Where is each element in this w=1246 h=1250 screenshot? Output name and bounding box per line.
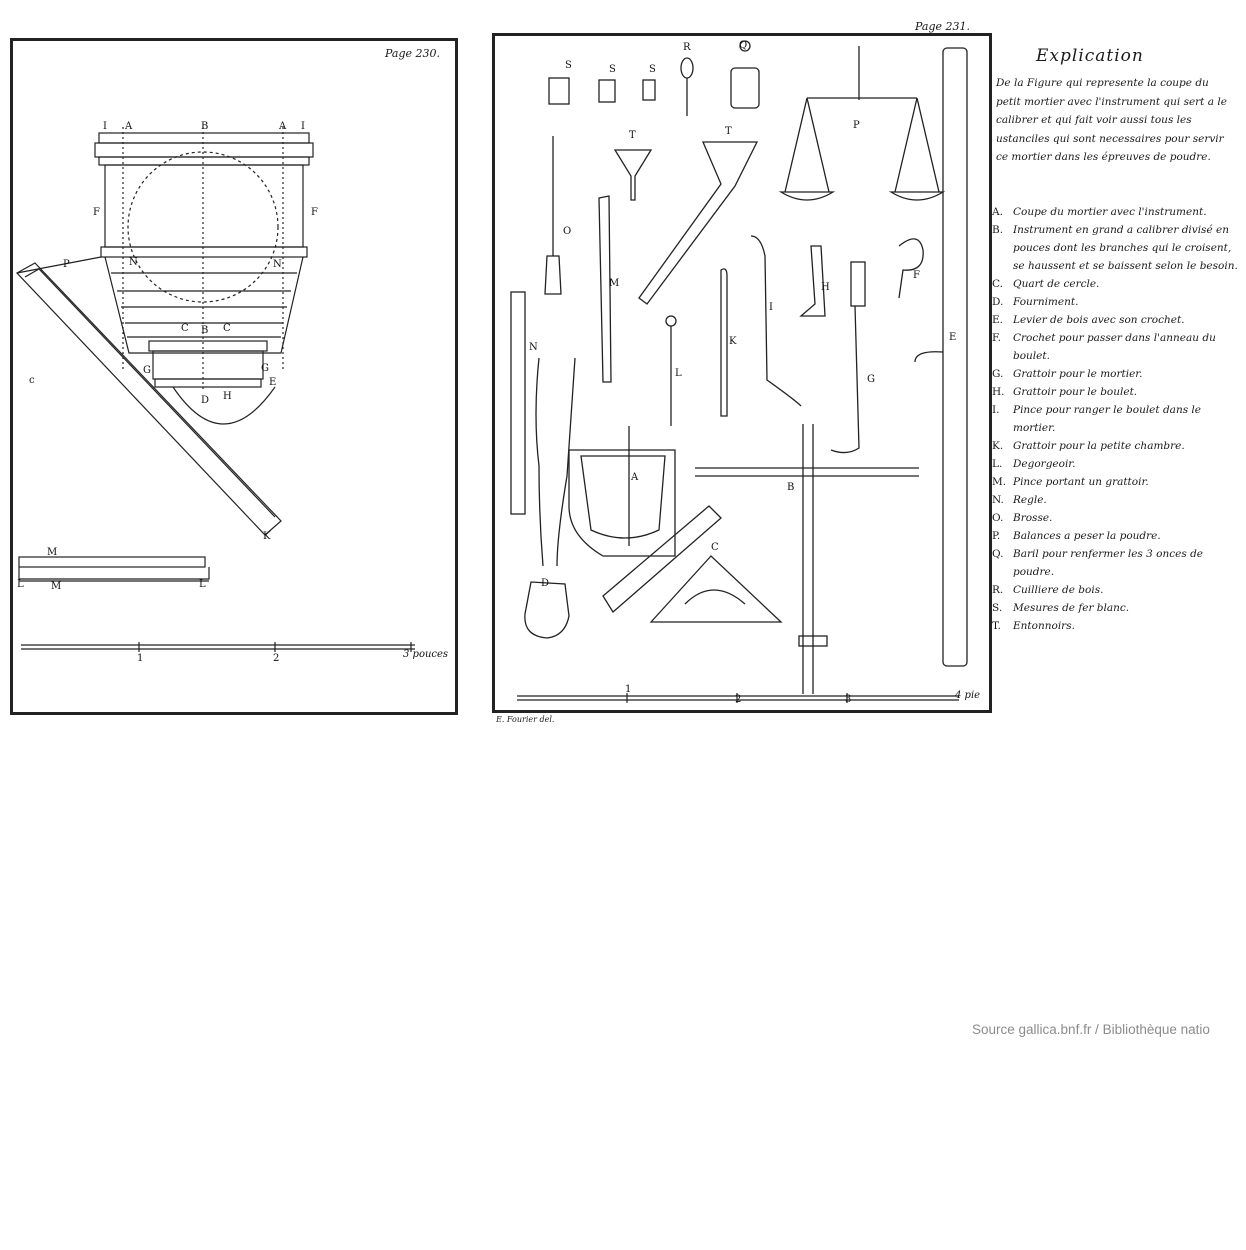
label-I: I	[301, 121, 305, 132]
legend-item	[992, 401, 1244, 437]
label-A: A	[125, 121, 133, 132]
label-I: I	[769, 302, 773, 313]
legend-item	[992, 491, 1244, 509]
legend-text: Quart de cercle.	[1013, 278, 1100, 290]
label-L: L	[17, 579, 24, 590]
label-P: P	[853, 120, 860, 131]
right-page-number: Page 231.	[915, 20, 971, 33]
scale-mark-3: 3	[845, 694, 852, 705]
scale-mark-1: 1	[137, 653, 144, 664]
legend-item	[992, 275, 1244, 293]
legend-text: Regle.	[1013, 494, 1047, 506]
explication-intro: De la Figure qui represente la coupe du petit mortier avec l'instrument qui sert a le calibrer et qui fait voir aussi tous les ustanciles qui sont necessaires pour servir ce mortier dans les épreuves de poudre.	[996, 77, 1227, 163]
label-S: S	[565, 60, 572, 71]
label-L: L	[199, 579, 206, 590]
label-N: N	[273, 259, 282, 270]
label-c: c	[29, 375, 35, 386]
legend-key: C.	[992, 278, 1003, 290]
legend-item	[992, 383, 1244, 401]
label-E: E	[949, 332, 957, 343]
legend-key: R.	[992, 584, 1004, 596]
label-M: M	[609, 278, 620, 289]
legend-item	[992, 329, 1244, 365]
label-A: A	[631, 472, 639, 483]
source-credit: Source gallica.bnf.fr / Bibliothèque natio	[972, 1022, 1210, 1037]
legend-text: Entonnoirs.	[1013, 620, 1075, 632]
legend-key: O.	[992, 512, 1004, 524]
label-G: G	[867, 374, 875, 385]
legend-key: I.	[992, 404, 1000, 416]
left-plate	[10, 38, 458, 715]
scale-end-label: 3 pouces	[403, 649, 449, 660]
legend-text: Mesures de fer blanc.	[1013, 602, 1130, 614]
left-page-number: Page 230.	[385, 47, 441, 60]
label-A: A	[279, 121, 287, 132]
label-G: G	[143, 365, 151, 376]
label-K: K	[263, 531, 271, 542]
legend-item	[992, 509, 1244, 527]
label-S: S	[609, 64, 616, 75]
legend-item	[992, 221, 1244, 275]
legend-item	[992, 599, 1244, 617]
legend-key: L.	[992, 458, 1003, 470]
legend-key: D.	[992, 296, 1004, 308]
scale-mark-1: 1	[625, 684, 632, 695]
legend-text: Grattoir pour le mortier.	[1013, 368, 1143, 380]
label-C: C	[711, 542, 719, 553]
ruler-detail-drawing	[19, 557, 209, 581]
explication-title: Explication	[1036, 46, 1144, 66]
legend-key: H.	[992, 386, 1005, 398]
label-H: H	[821, 282, 830, 293]
legend-item	[992, 437, 1244, 455]
legend-text: Instrument en grand a calibrer divisé en pouces dont les branches qui le croisent, se haussent et se baissent selon le besoin.	[1013, 224, 1238, 272]
mortar-section-drawing	[13, 41, 455, 712]
legend-key: S.	[992, 602, 1003, 614]
legend-item	[992, 365, 1244, 383]
legend-item	[992, 455, 1244, 473]
label-D: D	[541, 578, 550, 589]
legend-text: Baril pour renfermer les 3 onces de poudre.	[1013, 548, 1204, 578]
label-B: B	[201, 325, 209, 336]
legend-text: Degorgeoir.	[1013, 458, 1076, 470]
legend-text: Pince portant un grattoir.	[1013, 476, 1149, 488]
legend-key: N.	[992, 494, 1004, 506]
legend-text: Pince pour ranger le boulet dans le mortier.	[1013, 404, 1202, 434]
legend-text: Grattoir pour la petite chambre.	[1013, 440, 1185, 452]
label-L: L	[675, 368, 682, 379]
right-plate	[492, 20, 992, 713]
legend-key: E.	[992, 314, 1004, 326]
scale-mark-2: 2	[273, 653, 280, 664]
legend-key: A.	[992, 206, 1003, 218]
label-F: F	[913, 270, 920, 281]
legend-item	[992, 473, 1244, 491]
label-T: T	[725, 126, 732, 137]
legend-key: F.	[992, 332, 1001, 344]
label-N: N	[129, 257, 138, 268]
legend-item	[992, 203, 1244, 221]
label-E: E	[269, 377, 277, 388]
legend-item	[992, 311, 1244, 329]
artist-credit: E. Fourier del.	[496, 715, 555, 724]
legend-item	[992, 527, 1244, 545]
legend-text: Cuilliere de bois.	[1013, 584, 1104, 596]
legend-item	[992, 293, 1244, 311]
label-G: G	[261, 363, 269, 374]
legend-key: K.	[992, 440, 1004, 452]
legend-text: Brosse.	[1013, 512, 1053, 524]
legend-key: Q.	[992, 548, 1004, 560]
legend-item	[992, 617, 1244, 635]
legend-item	[992, 581, 1244, 599]
label-B: B	[201, 121, 209, 132]
label-C: C	[223, 323, 231, 334]
legend-list	[992, 203, 1244, 635]
label-O: O	[563, 226, 572, 237]
legend-key: G.	[992, 368, 1004, 380]
legend-key: P.	[992, 530, 1001, 542]
legend-key: T.	[992, 620, 1001, 632]
label-D: D	[201, 395, 210, 406]
label-M: M	[51, 581, 62, 592]
legend-text: Grattoir pour le boulet.	[1013, 386, 1138, 398]
scale-end-label: 4 pie	[955, 690, 981, 701]
label-H: H	[223, 391, 232, 402]
label-T: T	[629, 130, 636, 141]
legend-key: B.	[992, 224, 1004, 236]
legend-text: Fourniment.	[1013, 296, 1079, 308]
label-F: F	[93, 207, 100, 218]
label-P: P	[63, 259, 70, 270]
legend-text: Coupe du mortier avec l'instrument.	[1013, 206, 1207, 218]
label-Q: Q	[739, 40, 748, 51]
legend-text: Balances a peser la poudre.	[1013, 530, 1161, 542]
legend-text: Crochet pour passer dans l'anneau du boulet.	[1013, 332, 1216, 362]
tools-drawing	[495, 36, 989, 710]
label-C: C	[181, 323, 189, 334]
label-B: B	[787, 482, 795, 493]
label-S: S	[649, 64, 656, 75]
label-N: N	[529, 342, 538, 353]
label-K: K	[729, 336, 737, 347]
legend-text: Levier de bois avec son crochet.	[1013, 314, 1185, 326]
label-R: R	[683, 42, 691, 53]
legend-key: M.	[992, 476, 1007, 488]
label-I: I	[103, 121, 107, 132]
label-M: M	[47, 547, 58, 558]
legend-item	[992, 545, 1244, 581]
scale-mark-2: 2	[735, 694, 742, 705]
left-scale-bar	[21, 642, 415, 652]
label-F: F	[311, 207, 318, 218]
